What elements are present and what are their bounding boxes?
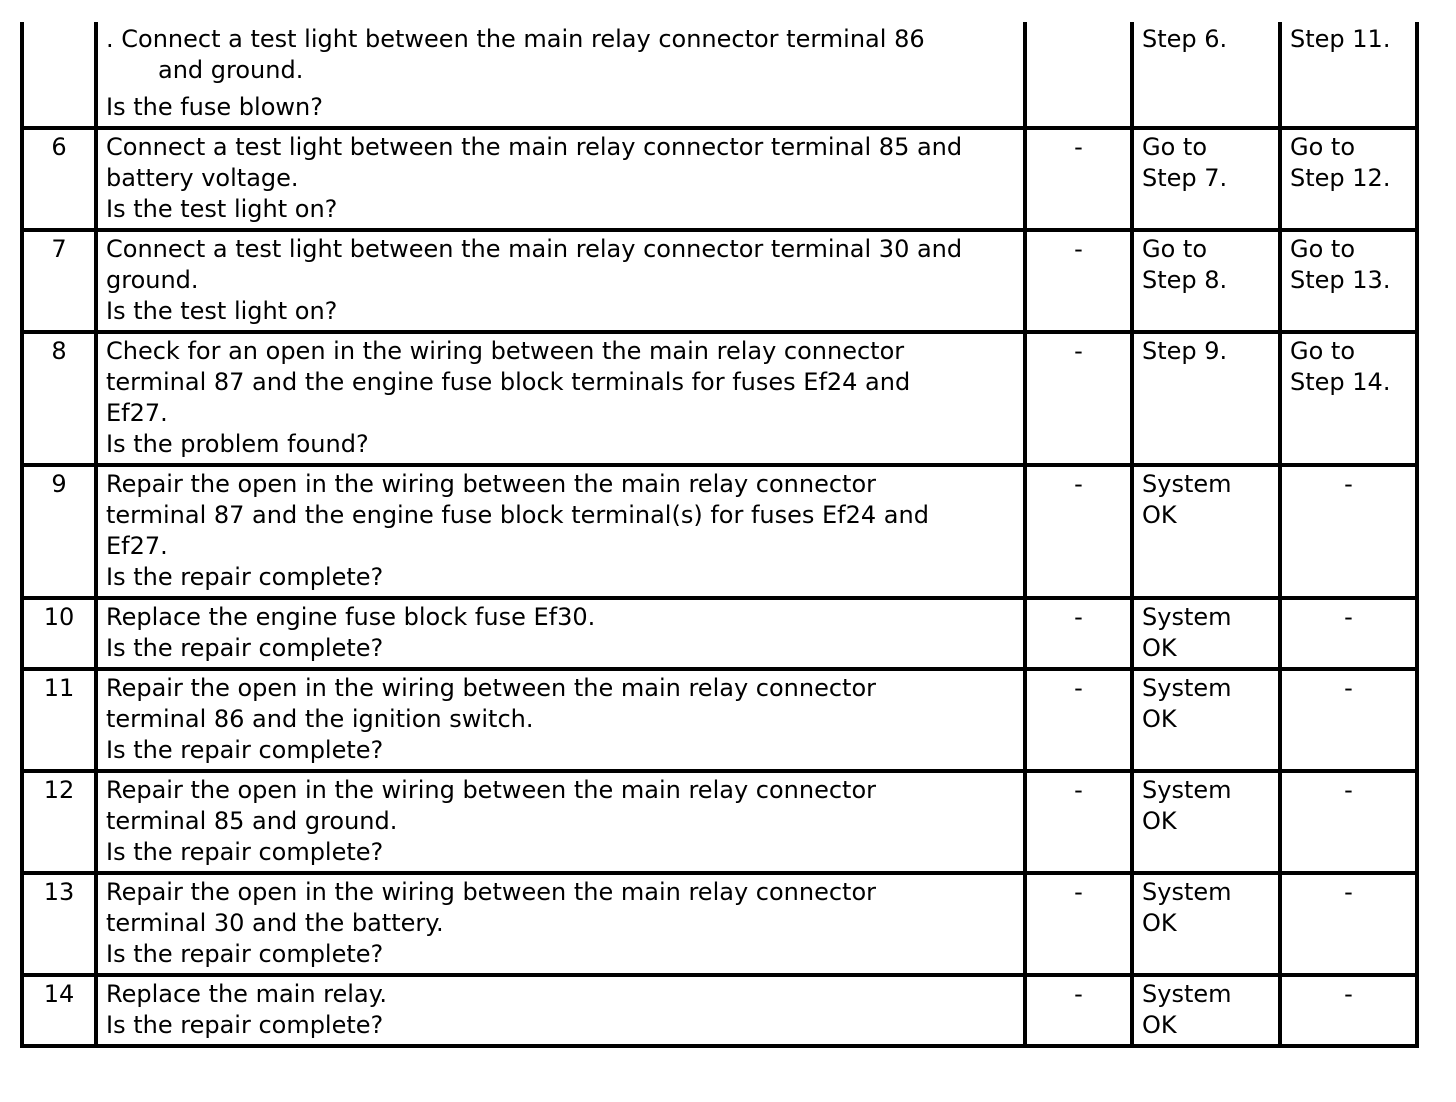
value-cell: -	[1025, 128, 1132, 230]
action-cell: Repair the open in the wiring between the main relay connector terminal 30 and the battery. Is the repair complete?	[96, 873, 1025, 975]
diagnostic-table	[20, 22, 1419, 1048]
value-cell: -	[1025, 465, 1132, 598]
value-cell: -	[1025, 669, 1132, 771]
question-text: Is the fuse blown?	[106, 93, 323, 121]
yes-cell: System OK	[1132, 975, 1280, 1046]
step-number-cell: 9	[22, 465, 96, 598]
action-cell: Repair the open in the wiring between the main relay connector terminal 85 and ground. Is the repair complete?	[96, 771, 1025, 873]
question-text: Is the test light on?	[106, 297, 338, 325]
table-row	[22, 465, 1417, 598]
table-row	[22, 975, 1417, 1046]
question-text: Is the repair complete?	[106, 736, 384, 764]
value-cell: -	[1025, 598, 1132, 669]
yes-cell: Go to Step 7.	[1132, 128, 1280, 230]
no-cell: -	[1280, 975, 1417, 1046]
question-text: Is the repair complete?	[106, 1011, 384, 1039]
table-row	[22, 128, 1417, 230]
action-cell: Connect a test light between the main relay connector terminal 85 and battery voltage. Is the test light on?	[96, 128, 1025, 230]
table-row	[22, 332, 1417, 465]
step-number-cell: 6	[22, 128, 96, 230]
question-text: Is the repair complete?	[106, 838, 384, 866]
value-cell	[1025, 22, 1132, 128]
no-cell: Go to Step 14.	[1280, 332, 1417, 465]
action-cell: Connect a test light between the main relay connector terminal 30 and ground. Is the test light on?	[96, 230, 1025, 332]
step-number-cell: 14	[22, 975, 96, 1046]
no-cell: -	[1280, 771, 1417, 873]
table-row	[22, 669, 1417, 771]
question-text: Is the problem found?	[106, 430, 369, 458]
step-number-cell	[22, 22, 96, 128]
value-cell: -	[1025, 771, 1132, 873]
table-row	[22, 873, 1417, 975]
table-row	[22, 22, 1417, 128]
value-cell: -	[1025, 873, 1132, 975]
yes-cell: Go to Step 8.	[1132, 230, 1280, 332]
action-cell: Repair the open in the wiring between the main relay connector terminal 87 and the engine fuse block terminal(s) for fuses Ef24 and Ef27. Is the repair complete?	[96, 465, 1025, 598]
yes-cell: System OK	[1132, 771, 1280, 873]
yes-cell: System OK	[1132, 598, 1280, 669]
table-row	[22, 598, 1417, 669]
question-text: Is the test light on?	[106, 195, 338, 223]
no-cell: -	[1280, 598, 1417, 669]
step-number-cell: 7	[22, 230, 96, 332]
diagnostic-table-body	[22, 22, 1417, 1046]
action-cell: . Connect a test light between the main relay connector terminal 86 and ground. Is the fuse blown?	[96, 22, 1025, 128]
question-text: Is the repair complete?	[106, 563, 384, 591]
yes-cell: System OK	[1132, 465, 1280, 598]
yes-cell: System OK	[1132, 873, 1280, 975]
step-number-cell: 10	[22, 598, 96, 669]
no-cell: -	[1280, 465, 1417, 598]
step-number-cell: 8	[22, 332, 96, 465]
no-cell: -	[1280, 669, 1417, 771]
table-row	[22, 230, 1417, 332]
value-cell: -	[1025, 975, 1132, 1046]
yes-cell: System OK	[1132, 669, 1280, 771]
action-cell: Check for an open in the wiring between the main relay connector terminal 87 and the engine fuse block terminals for fuses Ef24 and Ef27. Is the problem found?	[96, 332, 1025, 465]
question-text: Is the repair complete?	[106, 940, 384, 968]
value-cell: -	[1025, 332, 1132, 465]
table-row	[22, 771, 1417, 873]
step-number-cell: 13	[22, 873, 96, 975]
no-cell: -	[1280, 873, 1417, 975]
no-cell: Go to Step 12.	[1280, 128, 1417, 230]
action-cell: Repair the open in the wiring between the main relay connector terminal 86 and the ignition switch. Is the repair complete?	[96, 669, 1025, 771]
action-cell: Replace the engine fuse block fuse Ef30. Is the repair complete?	[96, 598, 1025, 669]
step-number-cell: 11	[22, 669, 96, 771]
question-text: Is the repair complete?	[106, 634, 384, 662]
step-number-cell: 12	[22, 771, 96, 873]
yes-cell: Step 9.	[1132, 332, 1280, 465]
no-cell: Step 11.	[1280, 22, 1417, 128]
yes-cell: Step 6.	[1132, 22, 1280, 128]
no-cell: Go to Step 13.	[1280, 230, 1417, 332]
action-cell: Replace the main relay. Is the repair complete?	[96, 975, 1025, 1046]
value-cell: -	[1025, 230, 1132, 332]
